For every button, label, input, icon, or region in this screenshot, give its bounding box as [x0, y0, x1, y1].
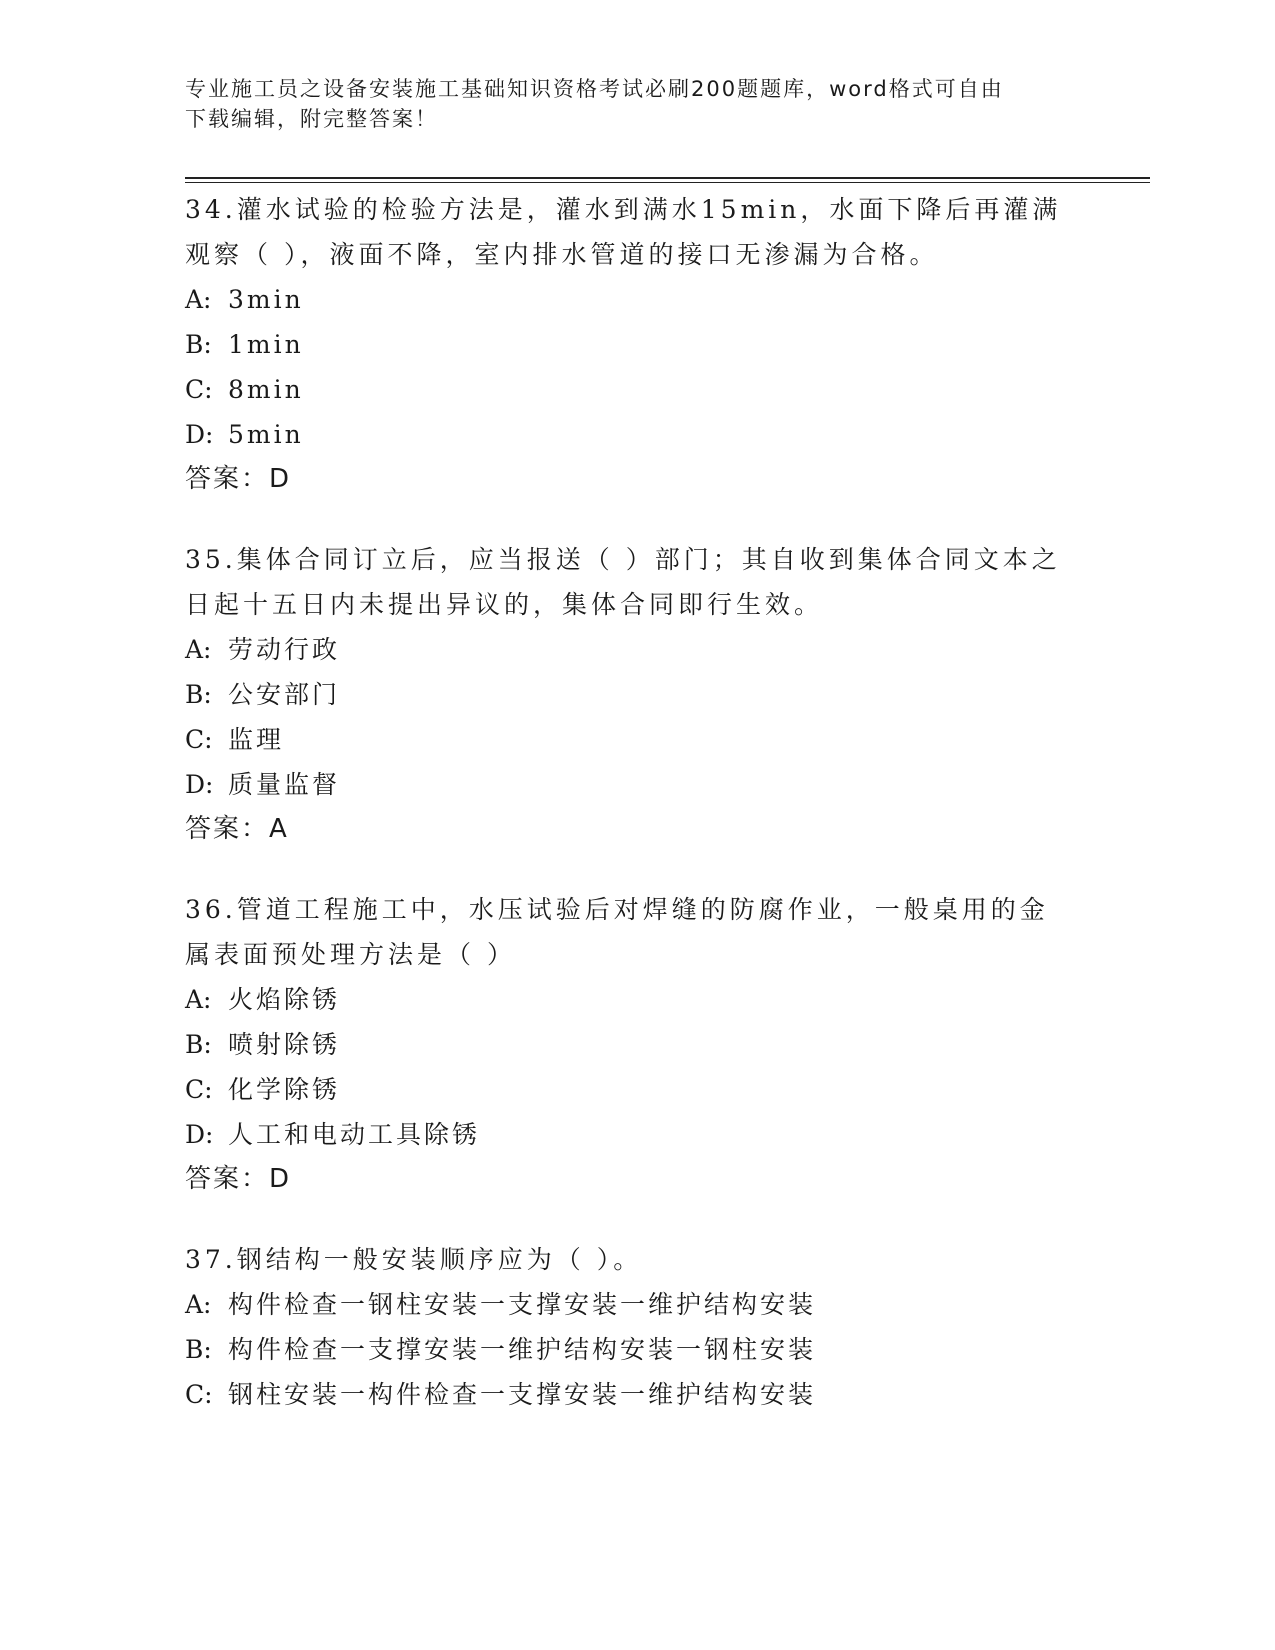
header-line-2: 下载编辑，附完整答案！: [185, 107, 438, 131]
option-c: [185, 1067, 1065, 1112]
question-34: [185, 187, 1065, 502]
option-b: [185, 1327, 1065, 1372]
question-text: 37.钢结构一般安装顺序应为（ ）。: [185, 1245, 643, 1274]
option-c: [185, 717, 1065, 762]
option-text: 构件检查一钢柱安装一支撑安装一维护结构安装: [228, 1290, 817, 1319]
header-line-1: 专业施工员之设备安装施工基础知识资格考试必刷200题题库，word格式可自由: [185, 77, 1004, 101]
option-key: D:: [185, 770, 214, 799]
answer-line: 答案：D: [185, 464, 292, 494]
option-text: 钢柱安装一构件检查一支撑安装一维护结构安装: [228, 1380, 817, 1409]
option-d: [185, 1112, 1065, 1157]
option-a: [185, 277, 1065, 322]
option-key: A:: [185, 985, 212, 1014]
option-a: [185, 977, 1065, 1022]
question-list: [185, 187, 1065, 1452]
option-key: D:: [185, 1120, 214, 1149]
question-37: [185, 1237, 1065, 1417]
question-text: 34.灌水试验的检验方法是，灌水到满水15min，水面下降后再灌满观察（ ），液面不降，室内排水管道的接口无渗漏为合格。: [185, 195, 1062, 269]
option-key: B:: [185, 330, 212, 359]
option-key: D:: [185, 420, 214, 449]
option-a: [185, 627, 1065, 672]
document-header: [185, 74, 1065, 134]
option-text: 5min: [228, 420, 304, 449]
option-text: 化学除锈: [228, 1075, 341, 1104]
option-key: B:: [185, 1335, 212, 1364]
option-text: 劳动行政: [228, 635, 341, 664]
option-text: 构件检查一支撑安装一维护结构安装一钢柱安装: [228, 1335, 817, 1364]
option-text: 监理: [228, 725, 285, 754]
option-text: 喷射除锈: [228, 1030, 341, 1059]
option-a: [185, 1282, 1065, 1327]
option-key: C:: [185, 1380, 213, 1409]
option-text: 公安部门: [228, 680, 341, 709]
option-text: 8min: [228, 375, 304, 404]
question-text: 35.集体合同订立后，应当报送（ ）部门；其自收到集体合同文本之日起十五日内未提出异议的，集体合同即行生效。: [185, 545, 1061, 619]
question-35: [185, 537, 1065, 852]
option-key: A:: [185, 635, 212, 664]
option-key: B:: [185, 1030, 212, 1059]
option-key: A:: [185, 285, 212, 314]
option-d: [185, 762, 1065, 807]
question-text: 36.管道工程施工中，水压试验后对焊缝的防腐作业，一般桌用的金属表面预处理方法是（ ）: [185, 895, 1049, 969]
option-key: C:: [185, 1075, 213, 1104]
option-text: 3min: [228, 285, 304, 314]
option-b: [185, 672, 1065, 717]
option-d: [185, 412, 1065, 457]
answer-line: 答案：A: [185, 814, 289, 844]
option-text: 人工和电动工具除锈: [228, 1120, 481, 1149]
option-b: [185, 1022, 1065, 1067]
option-key: C:: [185, 375, 213, 404]
answer-line: 答案：D: [185, 1164, 292, 1194]
option-key: C:: [185, 725, 213, 754]
option-c: [185, 367, 1065, 412]
question-36: [185, 887, 1065, 1202]
header-divider-thin: [185, 182, 1150, 183]
option-text: 1min: [228, 330, 304, 359]
option-c: [185, 1372, 1065, 1417]
option-text: 质量监督: [228, 770, 341, 799]
option-key: A:: [185, 1290, 212, 1319]
header-divider-thick: [185, 177, 1150, 179]
option-key: B:: [185, 680, 212, 709]
option-text: 火焰除锈: [228, 985, 341, 1014]
option-b: [185, 322, 1065, 367]
